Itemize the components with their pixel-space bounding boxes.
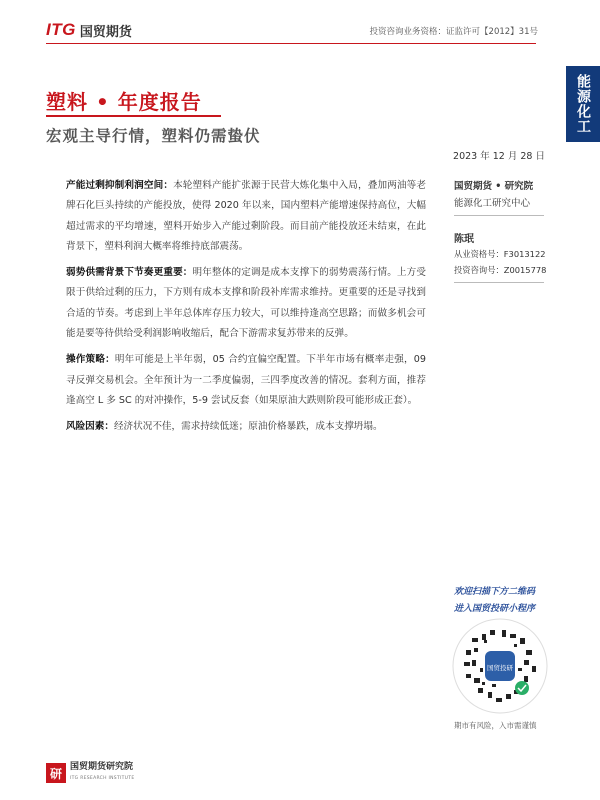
report-subtitle: 宏观主导行情，塑料仍需蛰伏 bbox=[46, 126, 261, 145]
author-org: 国贸期货 • 研究院 bbox=[454, 181, 534, 192]
company-logo bbox=[46, 18, 132, 42]
qr-caption bbox=[454, 584, 566, 618]
author-cert-qualification: 从业资格号：F3013122 bbox=[454, 249, 546, 259]
paragraph-lead: 弱势供需背景下节奏更重要： bbox=[66, 267, 193, 279]
report-title: 塑料 • 年度报告 bbox=[46, 90, 202, 114]
paragraph-supply-demand bbox=[66, 263, 426, 344]
risk-warning: 期市有风险，入市需谨慎 bbox=[454, 721, 537, 730]
paragraph-text: 本轮塑料产能扩张源于民营大炼化集中入局，叠加两油等老牌石化巨头持续的产能投放，使得 2020 年以来，国内塑料产能增速保持高位，大幅超过需求的平均增速，塑料开始步入产能过剩阶段。而目前产能投放还未结束，在此背景下，塑料利润大概率将维持底部震荡。 bbox=[66, 180, 427, 252]
report-date: 2023 年 12 月 28 日 bbox=[453, 151, 545, 162]
category-side-tab: 能源化工 bbox=[566, 66, 600, 142]
header-divider bbox=[46, 43, 536, 44]
footer-logo bbox=[46, 762, 134, 784]
paragraph-lead: 操作策略： bbox=[66, 354, 115, 366]
logo-cn-text: 国贸期货 bbox=[79, 24, 132, 40]
paragraph-lead: 产能过剩抑制利润空间： bbox=[66, 180, 174, 191]
research-seal-icon: 研 bbox=[46, 763, 66, 783]
author-dept: 能源化工研究中心 bbox=[454, 198, 531, 209]
license-text: 投资咨询业务资格：证监许可【2012】31号 bbox=[369, 27, 538, 37]
author-divider-top bbox=[454, 215, 544, 216]
footer-text bbox=[70, 762, 134, 784]
footer-name: 国贸期货研究院 bbox=[70, 762, 134, 772]
qr-caption-line1: 欢迎扫描下方二维码 bbox=[454, 587, 536, 597]
author-name: 陈珉 bbox=[454, 234, 474, 245]
paragraph-text: 明年可能是上半年弱，05 合约宜偏空配置。下半年市场有概率走强，09 寻反弹交易机会。全年预计为一二季度偏弱，三四季度改善的情况。套利方面，推荐逢高空 L 多 SC 的对冲操作，5-9 尝试反套（如果原油大跌则阶段可能形成正套）。 bbox=[66, 354, 426, 406]
author-cert-consulting: 投资咨询号：Z0015778 bbox=[454, 265, 547, 275]
author-divider-bottom bbox=[454, 282, 544, 283]
report-body bbox=[66, 176, 426, 444]
logo-itg-text: ITG bbox=[46, 20, 76, 39]
paragraph-text: 明年整体的定调是成本支撑下的弱势震荡行情。上方受限于供给过剩的压力，下方则有成本支撑和阶段补库需求维持。更重要的还是寻找到合适的节奏。考虑到上半年总体库存压力较大，可以维持逢高空思路；而做多机会可能是要等待供给受利润影响收缩后，配合下游需求复苏带来的反弹。 bbox=[66, 267, 427, 340]
paragraph-text: 经济状况不佳，需求持续低迷；原油价格暴跌，成本支撑坍塌。 bbox=[113, 421, 383, 433]
paragraph-strategy bbox=[66, 350, 426, 411]
footer-en: ITG RESEARCH INSTITUTE bbox=[70, 776, 135, 781]
title-underline bbox=[46, 115, 221, 117]
qr-caption-line2: 进入国贸投研小程序 bbox=[454, 604, 536, 614]
paragraph-capacity bbox=[66, 176, 426, 257]
paragraph-risk bbox=[66, 417, 426, 437]
qr-code[interactable] bbox=[452, 618, 548, 714]
qr-center-label: 国贸投研 bbox=[487, 664, 513, 672]
qr-code-graphic bbox=[452, 618, 548, 714]
paragraph-lead: 风险因素： bbox=[66, 421, 114, 433]
